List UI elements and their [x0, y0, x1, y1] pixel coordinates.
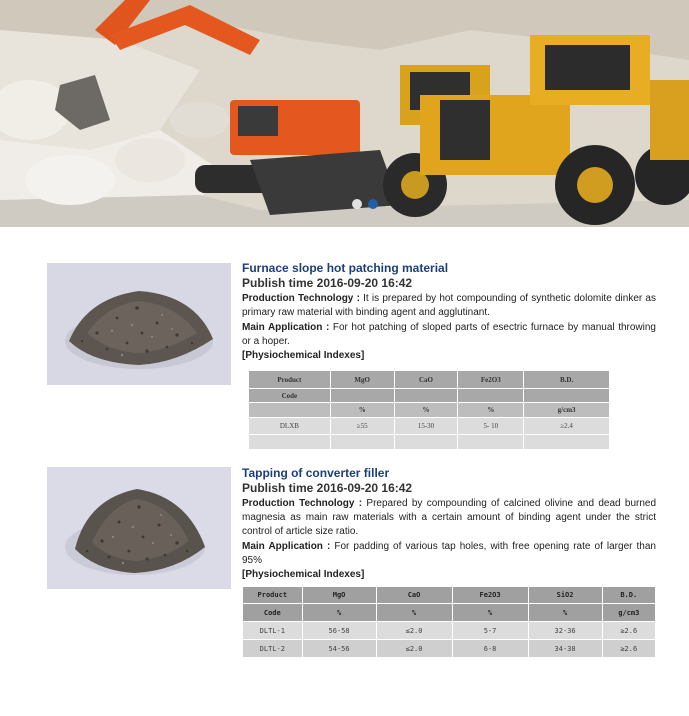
table-cell — [524, 435, 610, 450]
table-cell: 32-36 — [528, 622, 602, 640]
banner-image — [0, 0, 689, 227]
table-cell: ≥2.6 — [602, 622, 655, 640]
table-unit: Code — [243, 604, 303, 622]
table-header: MgO — [330, 371, 394, 389]
table-row — [249, 435, 610, 450]
table-cell: DLTL-2 — [243, 640, 303, 658]
table-header: CaO — [394, 371, 458, 389]
main-application-text: For hot patching of sloped parts of esectric furnace by manual throwing or a hoper. — [242, 322, 656, 347]
table-unit: % — [302, 604, 376, 622]
main-application — [242, 321, 656, 349]
production-technology-text: Prepared by compounding of calcined olivine and dead burned magnesia as main raw materials with a certain amount of binding agent under the strict control of article size ratio. — [242, 498, 657, 537]
product-image[interactable] — [47, 263, 231, 385]
table-unit: % — [452, 604, 528, 622]
product-info — [242, 467, 656, 582]
table-header: B.D. — [524, 371, 610, 389]
table-row — [249, 418, 610, 435]
table-row — [243, 640, 656, 658]
production-technology-text: It is prepared by hot compounding of synthetic dolomite dinker as primary raw material with binding agent and agglutinant. — [242, 293, 656, 318]
indexes-label: [Physiochemical Indexes] — [242, 569, 365, 580]
slider-dots — [352, 199, 378, 209]
table-unit-blank — [249, 403, 331, 418]
table-header: Fe2O3 — [458, 371, 524, 389]
slider-dot-1[interactable] — [352, 199, 362, 209]
production-technology-label: Production Technology : — [242, 498, 363, 509]
table-cell: 15-30 — [394, 418, 458, 435]
table-cell: DLXB — [249, 418, 331, 435]
table-unit: % — [528, 604, 602, 622]
production-technology — [242, 292, 656, 320]
product-title[interactable]: Tapping of converter filler — [242, 466, 390, 480]
table-header-code: Product — [249, 371, 331, 389]
table-cell: ≥2.4 — [524, 418, 610, 435]
table-header-code-2: Code — [249, 389, 331, 403]
product-image[interactable] — [47, 467, 231, 589]
table-cell: 5-7 — [452, 622, 528, 640]
table-cell — [458, 435, 524, 450]
table-cell: ≥2.6 — [602, 640, 655, 658]
table-header: Fe2O3 — [452, 587, 528, 604]
indexes-table — [248, 370, 610, 450]
table-header: MgO — [302, 587, 376, 604]
table-unit: % — [394, 403, 458, 418]
table-row — [243, 622, 656, 640]
table-cell: 34-38 — [528, 640, 602, 658]
table-header: SiO2 — [528, 587, 602, 604]
table-header: CaO — [376, 587, 452, 604]
table-cell: ≤2.0 — [376, 640, 452, 658]
table-cell: ≥55 — [330, 418, 394, 435]
table-unit: % — [330, 403, 394, 418]
slider-dot-2[interactable] — [368, 199, 378, 209]
table-cell — [394, 435, 458, 450]
publish-time: Publish time 2016-09-20 16:42 — [242, 481, 413, 495]
publish-time: Publish time 2016-09-20 16:42 — [242, 276, 413, 290]
main-application-label: Main Application : — [242, 322, 330, 333]
product-title[interactable]: Furnace slope hot patching material — [242, 261, 449, 275]
production-technology-label: Production Technology : — [242, 293, 360, 304]
table-cell: 54-56 — [302, 640, 376, 658]
indexes-table — [242, 586, 656, 658]
table-cell: DLTL-1 — [243, 622, 303, 640]
hero-banner — [0, 0, 689, 227]
main-application-label: Main Application : — [242, 541, 331, 552]
table-unit: g/cm3 — [524, 403, 610, 418]
main-application — [242, 540, 656, 568]
table-unit: % — [458, 403, 524, 418]
production-technology — [242, 497, 656, 539]
table-cell: 5- 10 — [458, 418, 524, 435]
indexes-label: [Physiochemical Indexes] — [242, 350, 365, 361]
table-header: B.D. — [602, 587, 655, 604]
table-cell: 6-8 — [452, 640, 528, 658]
table-cell: 56-58 — [302, 622, 376, 640]
table-cell — [249, 435, 331, 450]
main-application-text: For padding of various tap holes, with free opening rate of larger than 95% — [242, 541, 656, 566]
table-unit: % — [376, 604, 452, 622]
table-cell — [330, 435, 394, 450]
table-header: Product — [243, 587, 303, 604]
table-unit: g/cm3 — [602, 604, 655, 622]
table-cell: ≤2.0 — [376, 622, 452, 640]
product-info — [242, 262, 656, 363]
